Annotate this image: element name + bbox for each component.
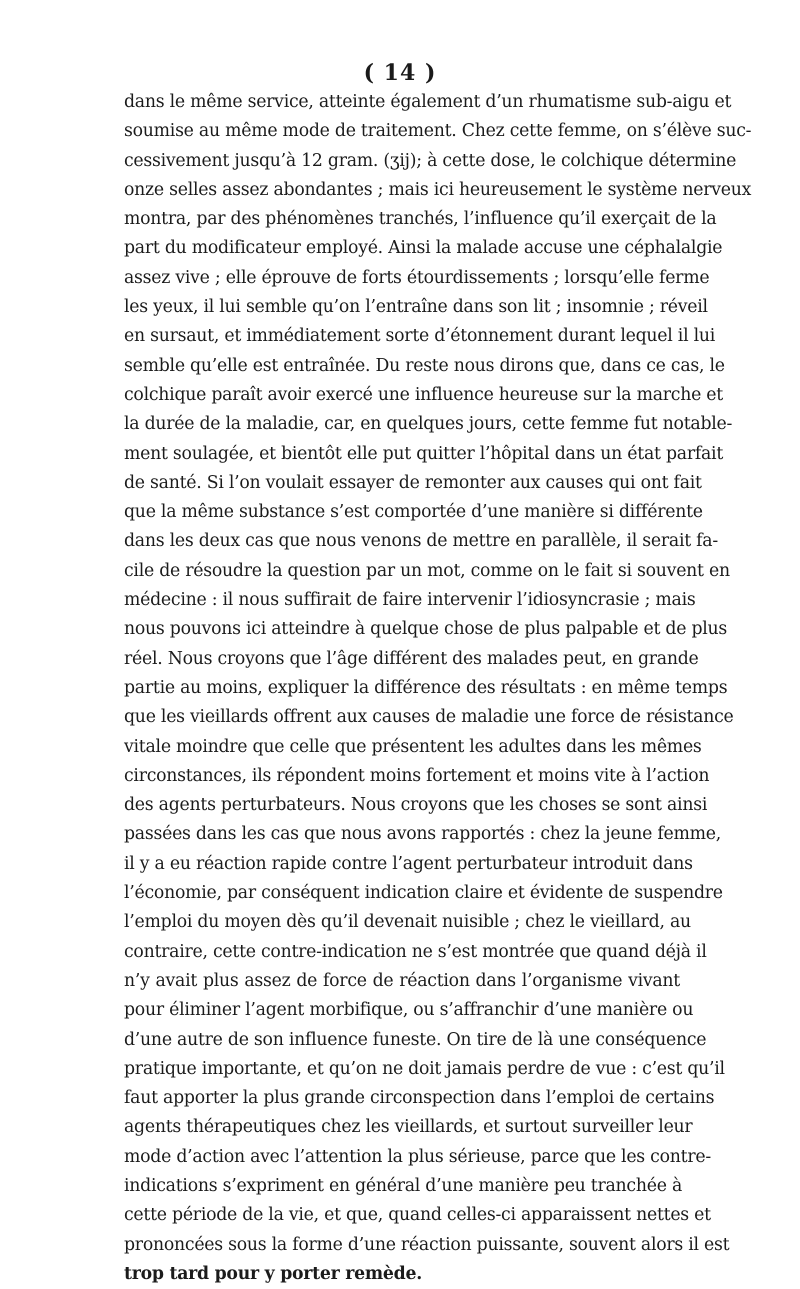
text-line: cette période de la vie, et que, quand celles-ci apparaissent nettes et: [124, 1205, 711, 1226]
text-line: il y a eu réaction rapide contre l’agent perturbateur introduit dans: [124, 853, 693, 874]
text-line: circonstances, ils répondent moins fortement et moins vite à l’action: [124, 765, 710, 786]
body-text: [124, 88, 752, 1289]
text-line: faut apporter la plus grande circonspection dans l’emploi de certains: [124, 1088, 715, 1109]
text-line: semble qu’elle est entraînée. Du reste nous dirons que, dans ce cas, le: [124, 355, 725, 376]
text-line: médecine : il nous suffirait de faire intervenir l’idiosyncrasie ; mais: [124, 590, 696, 611]
text-line: colchique paraît avoir exercé une influence heureuse sur la marche et: [124, 384, 723, 405]
text-line: les yeux, il lui semble qu’on l’entraîne dans son lit ; insomnie ; réveil: [124, 297, 708, 318]
text-line: des agents perturbateurs. Nous croyons que les choses se sont ainsi: [124, 795, 708, 816]
text-line: que la même substance s’est comportée d’une manière si différente: [124, 502, 703, 523]
text-line: partie au moins, expliquer la différence des résultats : en même temps: [124, 677, 728, 698]
text-line: soumise au même mode de traitement. Chez cette femme, on s’élève suc-: [124, 121, 752, 142]
text-line: contraire, cette contre-indication ne s’est montrée que quand déjà il: [124, 941, 707, 962]
text-line: indications s’expriment en général d’une manière peu tranchée à: [124, 1175, 682, 1196]
text-line: agents thérapeutiques chez les vieillards, et surtout surveiller leur: [124, 1117, 693, 1138]
text-line: prononcées sous la forme d’une réaction puissante, souvent alors il est: [124, 1234, 730, 1255]
text-line: l’économie, par conséquent indication claire et évidente de suspendre: [124, 883, 723, 904]
text-line: en sursaut, et immédiatement sorte d’étonnement durant lequel il lui: [124, 326, 716, 347]
text-line: dans le même service, atteinte également d’un rhumatisme sub-aigu et: [124, 92, 732, 112]
text-line: cessivement jusqu’à 12 gram. (ʒij); à cette dose, le colchique détermine: [124, 150, 737, 171]
text-line: la durée de la maladie, car, en quelques jours, cette femme fut notable-: [124, 414, 733, 435]
text-line: n’y avait plus assez de force de réaction dans l’organisme vivant: [124, 970, 680, 991]
text-line: assez vive ; elle éprouve de forts étourdissements ; lorsqu’elle ferme: [124, 267, 710, 288]
text-line: que les vieillards offrent aux causes de maladie une force de résistance: [124, 707, 734, 728]
text-line: cile de résoudre la question par un mot, comme on le fait si souvent en: [124, 560, 730, 581]
text-line: pratique importante, et qu’on ne doit jamais perdre de vue : c’est qu’il: [124, 1058, 725, 1079]
text-line: l’emploi du moyen dès qu’il devenait nuisible ; chez le vieillard, au: [124, 912, 691, 933]
text-line: ment soulagée, et bientôt elle put quitter l’hôpital dans un état parfait: [124, 443, 724, 464]
text-line: montra, par des phénomènes tranchés, l’influence qu’il exerçait de la: [124, 209, 717, 230]
text-line: trop tard pour y porter remède.: [124, 1263, 422, 1284]
text-line: mode d’action avec l’attention la plus sérieuse, parce que les contre-: [124, 1146, 711, 1167]
text-line: onze selles assez abondantes ; mais ici heureusement le système nerveux: [124, 179, 752, 200]
text-line: vitale moindre que celle que présentent les adultes dans les mêmes: [124, 736, 702, 757]
text-line: passées dans les cas que nous avons rapportés : chez la jeune femme,: [124, 824, 721, 845]
page-number: ( 14 ): [363, 60, 437, 86]
text-line: pour éliminer l’agent morbifique, ou s’affranchir d’une manière ou: [124, 1000, 694, 1021]
text-line: dans les deux cas que nous venons de mettre en parallèle, il serait fa-: [124, 531, 718, 552]
text-line: nous pouvons ici atteindre à quelque chose de plus palpable et de plus: [124, 619, 728, 640]
text-line: d’une autre de son influence funeste. On tire de là une conséquence: [124, 1029, 707, 1050]
text-line: de santé. Si l’on voulait essayer de remonter aux causes qui ont fait: [124, 472, 702, 493]
text-line: réel. Nous croyons que l’âge différent des malades peut, en grande: [124, 648, 699, 669]
text-line: part du modificateur employé. Ainsi la malade accuse une céphalalgie: [124, 238, 723, 259]
